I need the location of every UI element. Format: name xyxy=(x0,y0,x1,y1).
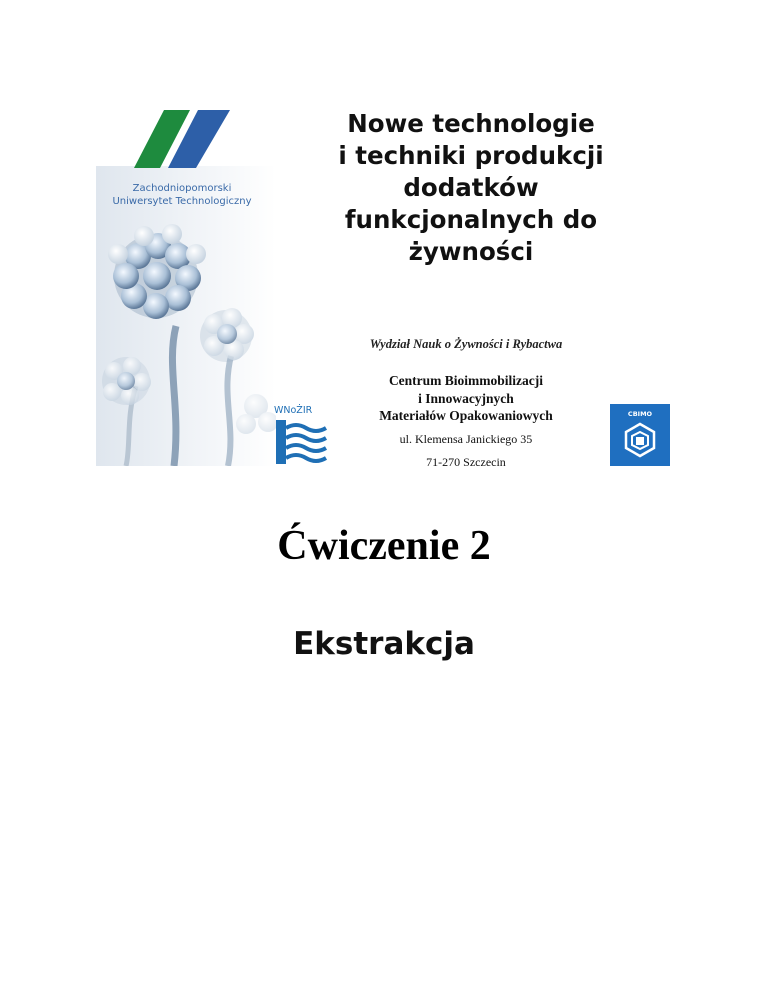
course-title-line: żywności xyxy=(408,237,534,266)
faculty-name: Wydział Nauk o Żywności i Rybactwa xyxy=(369,337,563,351)
center-name-line: Centrum Bioimmobilizacji xyxy=(388,373,544,388)
course-title-line: funkcjonalnych do xyxy=(344,205,598,234)
header-panel xyxy=(96,96,672,470)
center-name-line: Materiałów Opakowaniowych xyxy=(379,408,553,423)
zut-logo xyxy=(134,110,230,168)
wnozir-logo xyxy=(274,418,328,466)
university-name-line: Uniwersytet Technologiczny xyxy=(112,196,252,207)
address-street: ul. Klemensa Janickiego 35 xyxy=(399,432,533,446)
center-name-line: i Innowacyjnych xyxy=(418,390,514,406)
address xyxy=(316,428,616,474)
university-name xyxy=(96,182,268,208)
course-title-line: i techniki produkcji xyxy=(338,141,604,170)
cbimo-label: CBIMO xyxy=(627,410,653,418)
exercise-subtitle: Ekstrakcja xyxy=(293,626,475,662)
university-name-line: Zachodniopomorski xyxy=(132,183,232,194)
course-title xyxy=(306,108,636,268)
center-name xyxy=(316,372,616,425)
wnozir-label: WNoŻIR xyxy=(274,405,313,416)
course-title-line: dodatków xyxy=(403,173,539,202)
cbimo-logo xyxy=(610,404,670,466)
molecular-art-image xyxy=(96,166,276,466)
address-city: 71-270 Szczecin xyxy=(426,455,506,469)
exercise-title: Ćwiczenie 2 xyxy=(277,523,491,569)
course-title-line: Nowe technologie xyxy=(347,109,595,138)
